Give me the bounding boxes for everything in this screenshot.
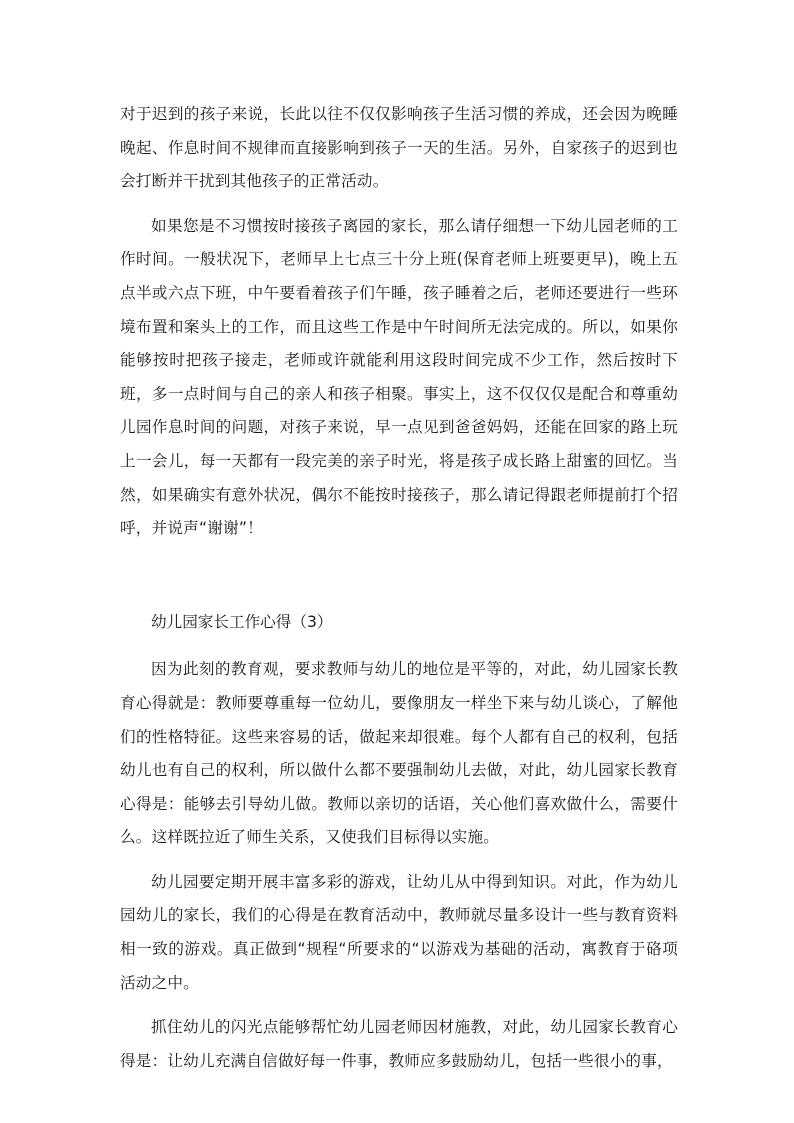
section-gap: [120, 557, 678, 606]
paragraph-late-children: 对于迟到的孩子来说，长此以往不仅仅影响孩子生活习惯的养成，还会因为晚睡晚起、作息时间不规律而直接影响到孩子一天的生活。另外，自家孩子的迟到也会打断并干扰到其他孩子的正常活动。: [120, 105, 678, 191]
paragraph-equality: 因为此刻的教育观，要求教师与幼儿的地位是平等的，对此，幼儿园家长教育心得就是：教师要尊重每一位幼儿，要像朋友一样坐下来与幼儿谈心，了解他们的性格特征。这些来容易的话，做起来却很难。每个人都有自己的权利，包括幼儿也有自己的权利，所以做什么都不要强制幼儿去做，对此，幼儿园家长教育心得是：能够去引导幼儿做。教师以亲切的话语，关心他们喜欢做什么，需要什么。这样既拉近了师生关系，又使我们目标得以实施。: [120, 660, 678, 847]
paragraph-pickup-on-time: 如果您是不习惯按时接孩子离园的家长，那么请仔细想一下幼儿园老师的工作时间。一般状况下，老师早上七点三十分上班(保育老师上班要更早)，晚上五点半或六点下班，中午要看着孩子们午睡，孩子睡着之后，老师还要进行一些环境布置和案头上的工作，而且这些工作是中午时间所无法完成的。所以，如果你能够按时把孩子接走，老师或许就能利用这段时间完成不少工作，然后按时下班，多一点时间与自己的亲人和孩子相聚。事实上，这不仅仅仅是配合和尊重幼儿园作息时间的问题，对孩子来说，早一点见到爸爸妈妈，还能在回家的路上玩上一会儿，每一天都有一段完美的亲子时光，将是孩子成长路上甜蜜的回忆。当然，如果确实有意外状况，偶尔不能按时接孩子，那么请记得跟老师提前打个招呼，并说声“谢谢”！: [120, 216, 678, 538]
document-page: [120, 98, 678, 1089]
section-title: 幼儿园家长工作心得（3）: [151, 612, 333, 631]
paragraph-games: 幼儿园要定期开展丰富多彩的游戏，让幼儿从中得到知识。对此，作为幼儿园幼儿的家长，我们的心得是在教育活动中，教师就尽量多设计一些与教育资料相一致的游戏。真正做到“规程“所要求的“以游戏为基础的活动，寓教育于硌项活动之中。: [120, 872, 678, 992]
paragraph-highlights: 抓住幼儿的闪光点能够帮忙幼儿园老师因材施教，对此，幼儿园家长教育心得是：让幼儿充满自信做好每一件事，教师应多鼓励幼儿，包括一些很小的事，: [120, 1018, 678, 1070]
